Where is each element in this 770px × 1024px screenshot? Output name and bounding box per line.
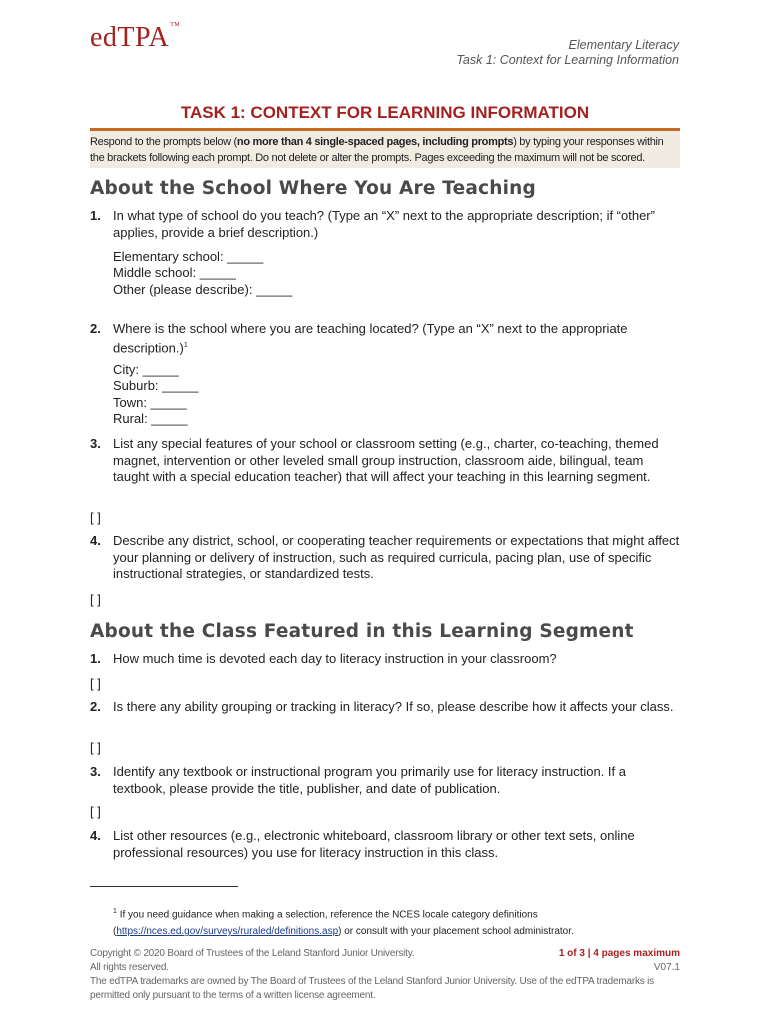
header-subject: Elementary Literacy — [568, 38, 679, 52]
prompt-ability-grouping — [90, 699, 680, 716]
prompt-text: Identify any textbook or instructional program you primarily use for literacy instruction. If a textbook, please provide the title, publisher, and date of publication. — [113, 764, 626, 796]
prompt-number: 2. — [90, 321, 101, 336]
prompt-text: Is there any ability grouping or tracking in literacy? If so, please describe how it affects your class. — [113, 699, 674, 714]
instructions-post: ) by typing your responses within the brackets following each prompt. Do not delete or alter the prompts. Pages exceeding the maximum will not be scored. — [90, 136, 664, 164]
footer-copyright — [90, 947, 450, 975]
prompt-school-location — [90, 321, 680, 356]
prompt-textbook — [90, 764, 680, 797]
response-field-requirements[interactable]: [ ] — [90, 592, 101, 607]
option-other[interactable]: Other (please describe): _____ — [113, 282, 293, 297]
prompt-other-resources — [90, 828, 680, 861]
response-field-special-features[interactable]: [ ] — [90, 510, 101, 525]
prompt-number: 4. — [90, 828, 101, 843]
footnote-text-post: ) or consult with your placement school administrator. — [338, 926, 574, 938]
option-city[interactable]: City: _____ — [113, 362, 179, 377]
section-heading-school: About the School Where You Are Teaching — [90, 178, 536, 199]
logo-trademark: TM — [170, 22, 181, 28]
response-field-literacy-time[interactable]: [ ] — [90, 676, 101, 691]
prompt-text: List other resources (e.g., electronic whiteboard, classroom library or other text sets, online professional resources) you use for literacy instruction in this class. — [113, 828, 635, 860]
footnote-text-pre: If you need guidance when making a selection, reference the NCES locale category definitions ( — [113, 909, 538, 938]
prompt-number: 1. — [90, 651, 101, 666]
header-info — [456, 38, 679, 68]
prompt-number: 4. — [90, 533, 101, 548]
prompt-text: List any special features of your school or classroom setting (e.g., charter, co-teaching, themed magnet, intervention or other leveled small group instruction, classroom aide, bilingual, team taught with a special education teacher) that will affect your teaching in this learning segment. — [113, 436, 659, 484]
rights-text: All rights reserved. — [90, 962, 169, 973]
option-town[interactable]: Town: _____ — [113, 395, 187, 410]
prompt-number: 3. — [90, 436, 101, 451]
instructions-box — [90, 128, 680, 168]
logo-text: edTPA — [90, 22, 170, 53]
prompt-requirements — [90, 533, 680, 583]
prompt-text: How much time is devoted each day to literacy instruction in your classroom? — [113, 651, 557, 666]
footnote-number: 1 — [113, 908, 117, 915]
instructions-bold: no more than 4 single-spaced pages, including prompts — [236, 136, 514, 148]
page-info — [559, 947, 680, 975]
page-title: TASK 1: CONTEXT FOR LEARNING INFORMATION — [180, 103, 590, 122]
prompt-school-type — [90, 208, 680, 241]
footnote — [113, 903, 673, 940]
version-number: V07.1 — [653, 962, 680, 973]
edtpa-logo — [90, 22, 180, 54]
prompt-number: 3. — [90, 764, 101, 779]
prompt-literacy-time — [90, 651, 680, 668]
response-field-ability-grouping[interactable]: [ ] — [90, 740, 101, 755]
nces-definitions-link[interactable]: https://nces.ed.gov/surveys/ruraled/definitions.asp — [116, 926, 339, 938]
prompt-number: 2. — [90, 699, 101, 714]
instructions-pre: Respond to the prompts below ( — [90, 136, 237, 148]
page-number: 1 of 3 | 4 pages maximum — [558, 948, 680, 959]
copyright-text: Copyright © 2020 Board of Trustees of the Leland Stanford Junior University. — [90, 948, 415, 959]
section-heading-class: About the Class Featured in this Learning Segment — [90, 621, 634, 642]
footnote-ref[interactable]: 1 — [183, 341, 188, 349]
footer-trademark: The edTPA trademarks are owned by The Board of Trustees of the Leland Stanford Junior University. Use of the edTPA trademarks is permitted only pursuant to the terms of a written license agreement. — [90, 976, 654, 1001]
response-field-textbook[interactable]: [ ] — [90, 804, 101, 819]
footnote-divider — [90, 886, 238, 887]
option-elementary[interactable]: Elementary school: _____ — [113, 249, 264, 264]
prompt-special-features — [90, 436, 680, 486]
header-task-subtitle: Task 1: Context for Learning Information — [456, 53, 679, 67]
prompt-text: Describe any district, school, or cooperating teacher requirements or expectations that might affect your planning or delivery of instruction, such as required curricula, pacing plan, use of specific instructional strategies, or standardized tests. — [113, 533, 680, 581]
option-middle[interactable]: Middle school: _____ — [113, 265, 236, 280]
prompt-text: In what type of school do you teach? (Type an “X” next to the appropriate description; if “other” applies, provide a brief description.) — [113, 208, 655, 240]
prompt-text — [113, 321, 680, 356]
prompt-text-body: Where is the school where you are teaching located? (Type an “X” next to the appropriate description.) — [113, 321, 628, 355]
option-suburb[interactable]: Suburb: _____ — [113, 378, 199, 393]
option-rural[interactable]: Rural: _____ — [113, 411, 188, 426]
prompt-number: 1. — [90, 208, 101, 223]
